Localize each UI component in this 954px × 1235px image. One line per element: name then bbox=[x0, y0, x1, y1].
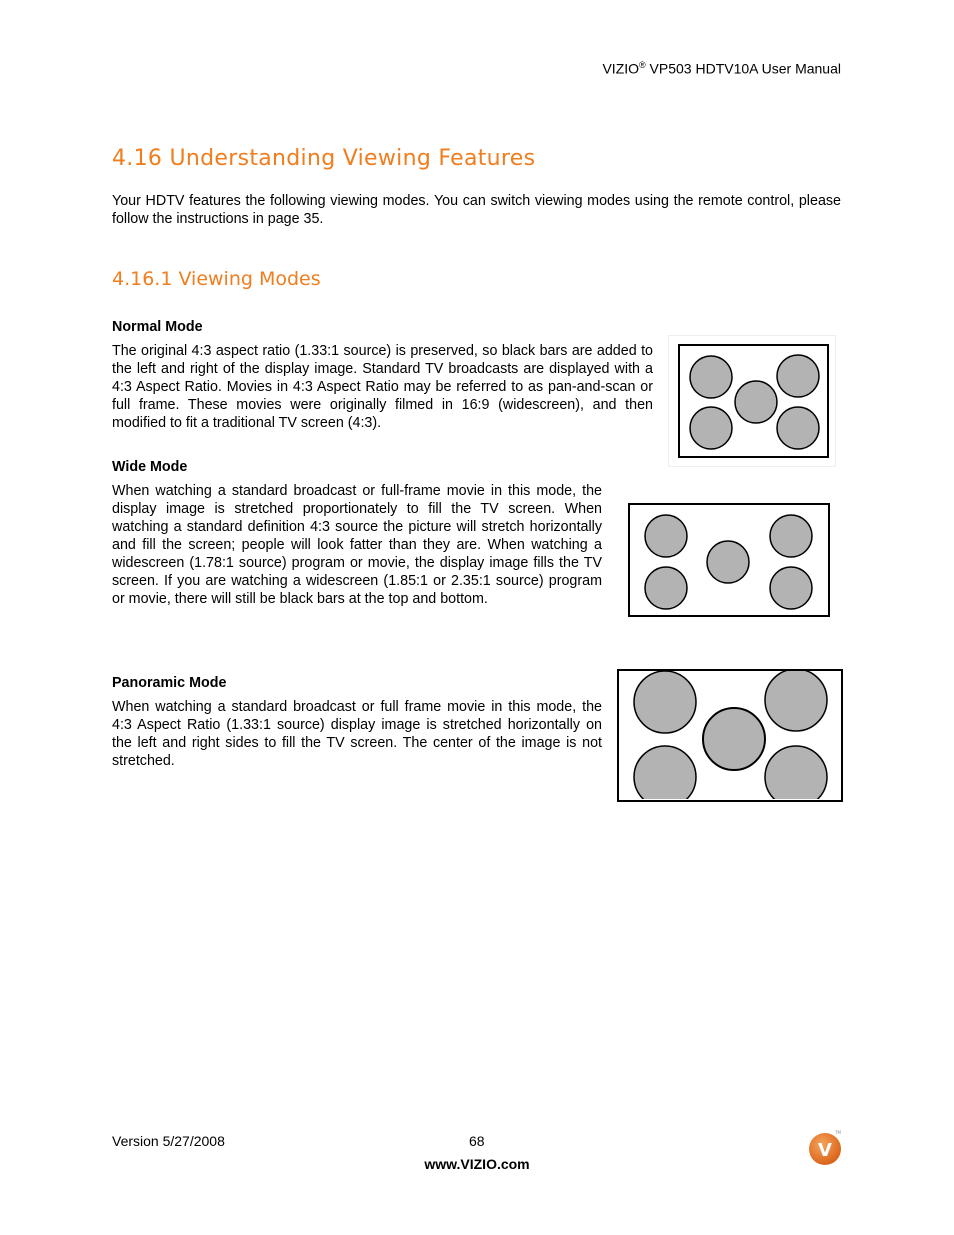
section-title: 4.16 Understanding Viewing Features bbox=[112, 146, 536, 171]
wide-mode-illustration bbox=[620, 496, 840, 624]
panoramic-mode-body: When watching a standard broadcast or full frame movie in this mode, the 4:3 Aspect Ratio (1.33:1 source) display image is stretched horizontally on the left and right sides to fill the TV screen. The center of the image is not stretched. bbox=[112, 699, 602, 769]
vizio-logo-icon bbox=[806, 1128, 844, 1166]
normal-mode-title: Normal Mode bbox=[112, 319, 203, 335]
normal-mode-body: The original 4:3 aspect ratio (1.33:1 source) is preserved, so black bars are added to the left and right of the display image. Standard TV broadcasts are displayed with a 4:3 Aspect Ratio. Movies in 4:3 Aspect Ratio may be referred to as pan-and-scan or full frame. These movies were originally filmed in 16:9 (widescreen), and then modified to fit a traditional TV screen (4:3). bbox=[112, 343, 653, 431]
header-title: VP503 HDTV10A User Manual bbox=[645, 60, 841, 77]
wide-mode-title: Wide Mode bbox=[112, 459, 188, 475]
footer-url[interactable]: www.VIZIO.com bbox=[424, 1156, 530, 1172]
normal-mode-illustration bbox=[668, 335, 836, 467]
footer-version: Version 5/27/2008 bbox=[112, 1133, 225, 1149]
header-brand: VIZIO bbox=[602, 60, 640, 77]
wide-mode-body: When watching a standard broadcast or full-frame movie in this mode, the display image is stretched proportionately to fill the TV screen. When watching a standard definition 4:3 source the picture will stretch horizontally and fill the screen; people will look fatter than they are. When watching a widescreen (1.78:1 source) program or movie, the display image fills the TV screen. If you are watching a widescreen (1.85:1 or 2.35:1 source) program or movie, there will still be black bars at the top and bottom. bbox=[112, 483, 602, 607]
logo-letter: V bbox=[818, 1140, 832, 1161]
subsection-title: 4.16.1 Viewing Modes bbox=[112, 268, 321, 290]
panoramic-mode-title: Panoramic Mode bbox=[112, 675, 227, 691]
page-header bbox=[602, 60, 841, 77]
panoramic-mode-illustration bbox=[617, 669, 843, 802]
page-number: 68 bbox=[469, 1133, 485, 1149]
section-intro: Your HDTV features the following viewing modes. You can switch viewing modes using the remote control, please follow the instructions in page 35. bbox=[112, 193, 841, 227]
logo-tm: TM bbox=[835, 1130, 841, 1135]
registered-mark: ® bbox=[639, 60, 646, 70]
